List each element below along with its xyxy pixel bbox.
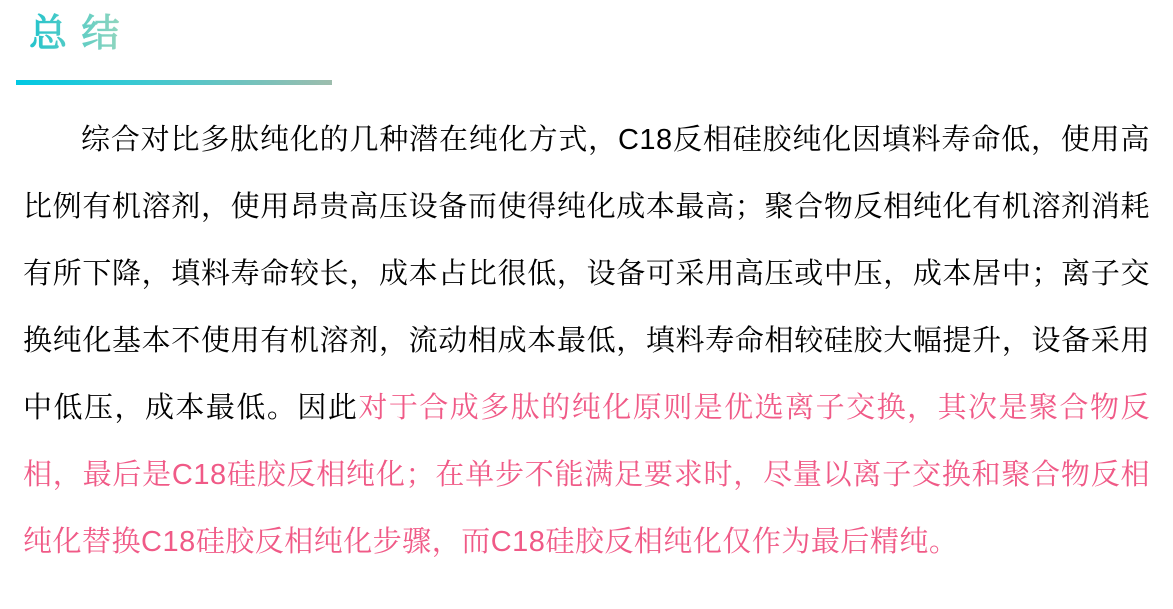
paragraph-pink-text: 对于合成多肽的纯化原则是优选离子交换，其次是聚合物反相，最后是C18硅胶反相纯化；在单步不能满足要求时，尽量以离子交换和聚合物反相纯化替换C18硅胶反相纯化步骤，而C18硅胶反相纯化仅作为最后精纯。 (23, 392, 1150, 558)
title-divider (16, 80, 332, 85)
paragraph-black-text: 综合对比多肽纯化的几种潜在纯化方式，C18反相硅胶纯化因填料寿命低，使用高比例有机溶剂，使用昂贵高压设备而使得纯化成本最高；聚合物反相纯化有机溶剂消耗有所下降，填料寿命较长，成本占比很低，设备可采用高压或中压，成本居中；离子交换纯化基本不使用有机溶剂，流动相成本最低，填料寿命相较硅胶大幅提升，设备采用中低压，成本最低。因此 (23, 124, 1150, 424)
summary-paragraph (23, 107, 1150, 576)
slide-title: 总 结 (29, 2, 122, 57)
